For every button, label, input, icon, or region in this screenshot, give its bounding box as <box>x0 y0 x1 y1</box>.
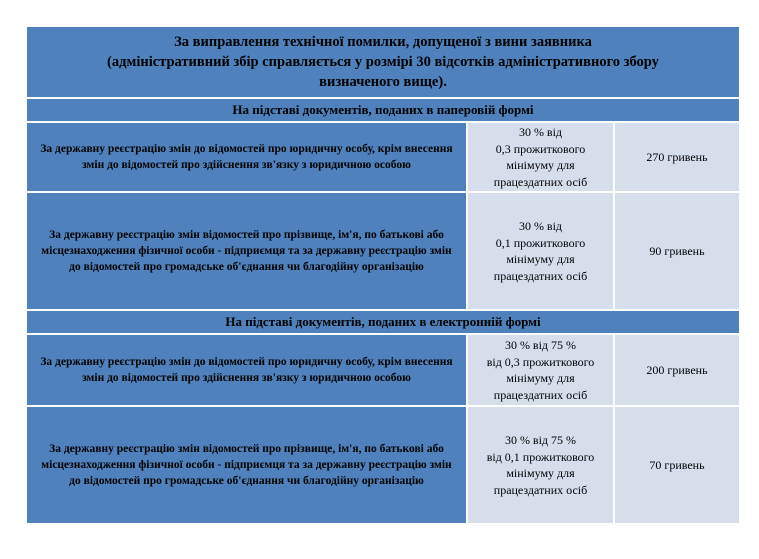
rate-line: від 0,3 прожиткового <box>486 354 595 369</box>
row-description: За державну реєстрацію змін до відомостей про юридичну особу, крім внесення змін до відомостей про здійснення зв'язку з юридичною особою <box>26 334 467 406</box>
section-heading-paper: На підставі документів, поданих в паперовій формі <box>26 98 740 122</box>
row-amount: 270 гривень <box>614 122 740 192</box>
table-row <box>26 334 740 406</box>
row-rate <box>467 192 614 310</box>
rate-line: від 0,1 прожиткового <box>486 449 595 464</box>
rate-line: працездатних осіб <box>493 387 588 402</box>
title-row <box>26 26 740 98</box>
rate-line: працездатних осіб <box>493 482 588 497</box>
rate-line: працездатних осіб <box>493 174 588 189</box>
section-heading-row <box>26 98 740 122</box>
row-description: За державну реєстрацію змін відомостей про прізвище, ім'я, по батькові або місцезнаходження фізичної особи - підприємця та за державну реєстрацію змін до відомостей про громадське об'єднання чи благодійну організацію <box>26 406 467 524</box>
row-description: За державну реєстрацію змін до відомостей про юридичну особу, крім внесення змін до відомостей про здійснення зв'язку з юридичною особою <box>26 122 467 192</box>
section-heading-electronic: На підставі документів, поданих в електронній формі <box>26 310 740 334</box>
title-line-2: (адміністративний збір справляється у розмірі 30 відсотків адміністративного збору <box>107 54 659 70</box>
row-amount: 70 гривень <box>614 406 740 524</box>
table-row <box>26 192 740 310</box>
row-rate <box>467 406 614 524</box>
fee-table-container <box>25 25 739 525</box>
table-row <box>26 406 740 524</box>
table-title <box>26 26 740 98</box>
rate-line: мінімуму для <box>506 252 575 266</box>
rate-line: 30 % від <box>518 219 563 233</box>
row-amount: 200 гривень <box>614 334 740 406</box>
table-row <box>26 122 740 192</box>
row-rate <box>467 334 614 406</box>
rate-line: 30 % від 75 % <box>504 433 577 447</box>
rate-line: 0,3 прожиткового <box>495 141 586 156</box>
rate-line: 0,1 прожиткового <box>495 235 586 250</box>
title-line-1: За виправлення технічної помилки, допущеної з вини заявника <box>174 34 592 50</box>
row-amount: 90 гривень <box>614 192 740 310</box>
rate-line: мінімуму для <box>506 466 575 480</box>
rate-line: мінімуму для <box>506 371 575 385</box>
row-rate <box>467 122 614 192</box>
rate-line: працездатних осіб <box>493 268 588 283</box>
section-heading-row <box>26 310 740 334</box>
row-description: За державну реєстрацію змін відомостей про прізвище, ім'я, по батькові або місцезнаходження фізичної особи - підприємця та за державну реєстрацію змін до відомостей про громадське об'єднання чи благодійну організацію <box>26 192 467 310</box>
fee-table <box>25 25 741 525</box>
rate-line: 30 % від <box>518 125 563 139</box>
rate-line: 30 % від 75 % <box>504 338 577 352</box>
rate-line: мінімуму для <box>506 158 575 172</box>
title-line-3: визначеного вище). <box>319 74 447 90</box>
